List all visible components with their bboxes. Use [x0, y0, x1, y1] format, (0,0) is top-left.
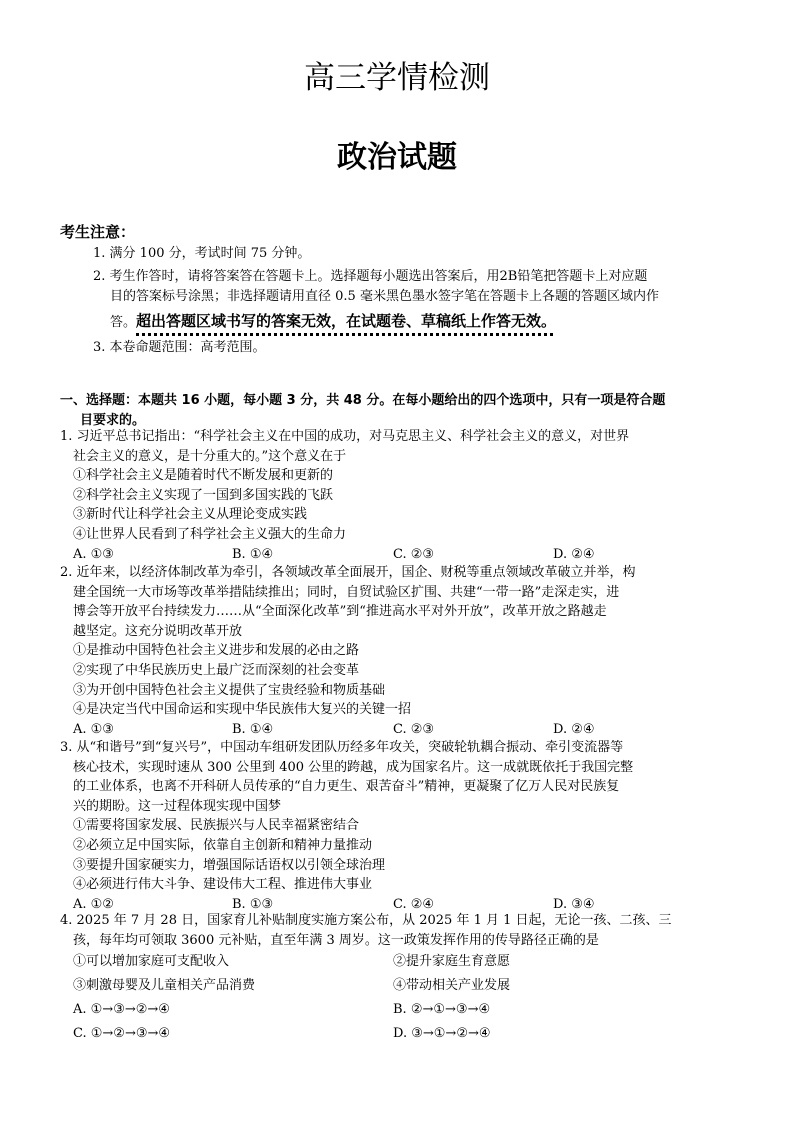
question-stem-line: 的工业体系，也离不开科研人员传承的“自力更生、艰苦奋斗”精神，更凝聚了亿万人民对民族复 — [73, 779, 620, 795]
notice-item-2-line-3 — [93, 311, 743, 333]
statement-item: ④必须进行伟大斗争、建设伟大工程、推进伟大事业 — [73, 877, 373, 893]
statement-item: ④是决定当代中国命运和实现中华民族伟大复兴的关键一招 — [73, 702, 412, 718]
notice-heading: 考生注意： — [60, 223, 136, 241]
statement-item: ①科学社会主义是随着时代不断发展和更新的 — [73, 468, 334, 484]
statement-row — [60, 950, 740, 974]
question-stem-line: 越坚定。这充分说明改革开放 — [73, 623, 243, 639]
statement-item: ①需要将国家发展、民族振兴与人民幸福紧密结合 — [73, 818, 360, 834]
question-stem-line: 兴的期盼。这一过程体现实现中国梦 — [73, 798, 282, 814]
statement-item: ③为开创中国特色社会主义提供了宝贵经验和物质基础 — [73, 682, 386, 698]
notice-item-3: 3. 本卷命题范围：高考范围。 — [93, 340, 266, 355]
question-stem-line: 3. 从“和谐号”到“复兴号”，中国动车组研发团队历经多年攻关，突破轮轨耦合振动、牵引变流器等 — [60, 740, 624, 755]
question-stem-line: 1. 习近平总书记指出：“科学社会主义在中国的成功，对马克思主义、科学社会主义的意义，对世界 — [60, 429, 630, 444]
choice-row — [60, 1022, 740, 1046]
notice-item-2-line-2: 目的答案标号涂黑；非选择题请用直径 0.5 毫米黑色墨水签字笔在答题卡上各题的答题区域内作 — [110, 289, 659, 304]
choice-c[interactable]: C. ②③ — [393, 546, 435, 562]
choice-row — [60, 545, 740, 565]
statement-item: ④带动相关产业发展 — [393, 978, 511, 994]
choice-b[interactable]: B. ①③ — [232, 896, 274, 912]
choice-d[interactable]: D. ②④ — [553, 721, 595, 737]
subject-title: 政治试题 — [337, 140, 457, 175]
choice-row — [60, 720, 740, 740]
question-2 — [60, 563, 740, 739]
statement-item: ①是推动中国特色社会主义进步和发展的必由之路 — [73, 643, 360, 659]
question-stem-line: 建全国统一大市场等改革举措陆续推出；同时，自贸试验区扩围、共建“一带一路”走深走实，进 — [73, 584, 620, 600]
choice-c[interactable]: C. ①→②→③→④ — [73, 1026, 171, 1042]
statement-item: ①可以增加家庭可支配收入 — [73, 954, 230, 970]
question-1 — [60, 427, 740, 564]
question-4 — [60, 911, 740, 1046]
choice-b[interactable]: B. ①④ — [232, 546, 274, 562]
choice-b[interactable]: B. ②→①→③→④ — [393, 1002, 491, 1018]
notice-item-2-line-1: 2. 考生作答时，请将答案答在答题卡上。选择题每小题选出答案后，用2B铅笔把答题卡上对应题 — [93, 269, 648, 284]
choice-a[interactable]: A. ①③ — [73, 721, 114, 737]
question-stem-line: 社会主义的意义，是十分重大的。”这个意义在于 — [73, 448, 347, 464]
question-3 — [60, 738, 740, 914]
question-stem-line: 核心技术，实现时速从 300 公里到 400 公里的跨越，成为国家名片。这一成就既依托于我国完整 — [73, 759, 634, 775]
statement-item: ③新时代让科学社会主义从理论变成实践 — [73, 507, 308, 523]
choice-c[interactable]: C. ②③ — [393, 721, 435, 737]
choice-a[interactable]: A. ①③ — [73, 546, 114, 562]
notice-item-2-prefix: 答。 — [110, 315, 137, 330]
choice-b[interactable]: B. ①④ — [232, 721, 274, 737]
choice-d[interactable]: D. ③→①→②→④ — [393, 1026, 491, 1042]
choice-row — [60, 998, 740, 1022]
notice-emphasis: 超出答题区域书写的答案无效，在试题卷、草稿纸上作答无效。 — [136, 312, 557, 330]
statement-item: ②提升家庭生育意愿 — [393, 954, 511, 970]
question-stem-line: 4. 2025 年 7 月 28 日，国家育儿补贴制度实施方案公布，从 2025 年 1 月 1 日起，无论一孩、二孩、三 — [60, 913, 672, 928]
notice-item-1: 1. 满分 100 分，考试时间 75 分钟。 — [93, 246, 311, 261]
question-stem-line: 2. 近年来，以经济体制改革为牵引，各领域改革全面展开，国企、财税等重点领域改革破立并举，构 — [60, 565, 636, 580]
statement-row — [60, 974, 740, 998]
section-heading-line-1: 一、选择题：本题共 16 小题，每小题 3 分，共 48 分。在每小题给出的四个选项中，只有一项是符合题 — [60, 393, 666, 408]
choice-d[interactable]: D. ②④ — [553, 546, 595, 562]
question-stem-line: 孩，每年均可领取 3600 元补贴，直至年满 3 周岁。这一政策发挥作用的传导路径正确的是 — [73, 932, 599, 948]
section-heading — [60, 391, 740, 431]
question-stem-line: 博会等开放平台持续发力……从“全面深化改革”到“推进高水平对外开放”，改革开放之路越走 — [73, 604, 607, 620]
notice-item-2 — [93, 267, 743, 333]
statement-item: ②必须立足中国实际，依靠自主创新和精神力量推动 — [73, 837, 373, 853]
statement-item: ④让世界人民看到了科学社会主义强大的生命力 — [73, 526, 347, 542]
section-heading-line-2: 目要求的。 — [80, 413, 146, 428]
choice-c[interactable]: C. ②④ — [393, 896, 435, 912]
statement-item: ③刺激母婴及儿童相关产品消费 — [73, 978, 256, 994]
statement-item: ③要提升国家硬实力，增强国际话语权以引领全球治理 — [73, 857, 386, 873]
choice-a[interactable]: A. ①→③→②→④ — [73, 1002, 170, 1018]
choice-a[interactable]: A. ①② — [73, 896, 114, 912]
exam-title: 高三学情检测 — [304, 60, 490, 96]
statement-item: ②科学社会主义实现了一国到多国实践的飞跃 — [73, 487, 334, 503]
statement-item: ②实现了中华民族历史上最广泛而深刻的社会变革 — [73, 662, 360, 678]
choice-d[interactable]: D. ③④ — [553, 896, 595, 912]
